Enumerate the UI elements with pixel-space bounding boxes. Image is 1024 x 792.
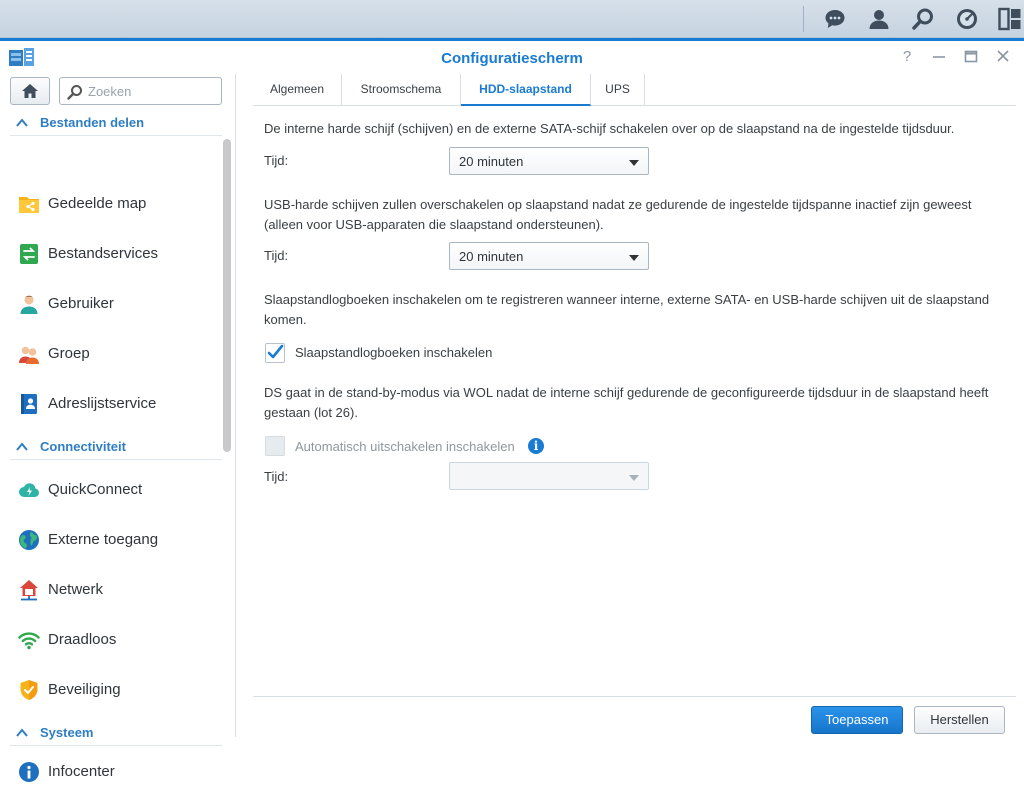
- globe-icon: [18, 529, 40, 551]
- sidebar-item-beveiliging[interactable]: [10, 670, 222, 710]
- control-panel-window: [0, 38, 1024, 780]
- chevron-up-icon: [15, 727, 29, 739]
- user-icon[interactable]: [866, 6, 892, 32]
- dsm-taskbar: [0, 0, 1024, 38]
- quickconnect-icon: [18, 479, 40, 501]
- hibernation-log-label[interactable]: Slaapstandlogboeken inschakelen: [295, 345, 493, 360]
- tab-bar: [253, 74, 1016, 106]
- auto-poweroff-checkbox[interactable]: [265, 436, 285, 456]
- dropdown-arrow-icon: [629, 475, 639, 481]
- wol-description: DS gaat in de stand-by-modus via WOL nadat de interne schijf gedurende de geconfigureerde tijdsduur in de slaapstand heeft gestaan (lot 26).: [264, 385, 989, 420]
- auto-poweroff-time-select[interactable]: [449, 462, 649, 490]
- sidebar-item-label: Bestandservices: [48, 245, 159, 262]
- sidebar-item-draadloos[interactable]: [10, 620, 222, 660]
- select-value: 20 minuten: [459, 249, 524, 264]
- sidebar-item-bestandservices[interactable]: [10, 234, 222, 274]
- sidebar-item-label: Adreslijstservice: [48, 395, 157, 412]
- sidebar: [0, 74, 236, 780]
- tab-stroomschema[interactable]: Stroomschema: [342, 74, 461, 106]
- sidebar-item-adreslijstservice[interactable]: [10, 384, 222, 424]
- sidebar-item-groep[interactable]: [10, 334, 222, 374]
- user-icon: [18, 293, 40, 315]
- search-input[interactable]: [88, 82, 216, 100]
- sidebar-item-label: Gedeelde map: [48, 195, 147, 212]
- internal-disk-description: De interne harde schijf (schijven) en de externe SATA-schijf schakelen over op de slaapstand na de ingestelde tijdsduur.: [264, 121, 955, 136]
- tab-hdd-slaapstand[interactable]: HDD-slaapstand: [461, 74, 591, 106]
- section-bestanden-delen[interactable]: [10, 112, 222, 136]
- sidebar-item-label: Draadloos: [48, 631, 117, 648]
- shield-icon: [18, 679, 40, 701]
- info-center-icon: [18, 761, 40, 783]
- sidebar-item-label: Externe toegang: [48, 531, 159, 548]
- sidebar-item-label: Beveiliging: [48, 681, 121, 698]
- internal-time-label: Tijd:: [264, 153, 289, 168]
- tab-ups[interactable]: UPS: [591, 74, 645, 106]
- search-icon[interactable]: [910, 6, 936, 32]
- sidebar-item-label: Netwerk: [48, 581, 104, 598]
- sidebar-item-quickconnect[interactable]: [10, 470, 222, 510]
- sidebar-item-infocenter[interactable]: [10, 752, 222, 792]
- hibernation-log-description: Slaapstandlogboeken inschakelen om te registreren wanneer interne, externe SATA- en USB-harde schijven uit de slaapstand komen.: [264, 292, 990, 327]
- taskbar-separator: [803, 6, 804, 32]
- wifi-icon: [18, 629, 40, 651]
- network-icon: [18, 579, 40, 601]
- sidebar-item-label: Groep: [48, 345, 90, 362]
- sidebar-item-netwerk[interactable]: [10, 570, 222, 610]
- minimize-icon[interactable]: [930, 48, 948, 66]
- auto-poweroff-time-label: Tijd:: [264, 469, 289, 484]
- checkmark-icon: [265, 343, 285, 363]
- dropdown-arrow-icon: [629, 255, 639, 261]
- shared-folder-icon: [18, 193, 40, 215]
- sidebar-item-externe-toegang[interactable]: [10, 520, 222, 560]
- dashboard-icon[interactable]: [954, 6, 980, 32]
- file-services-icon: [18, 243, 40, 265]
- chevron-up-icon: [15, 117, 29, 129]
- dropdown-arrow-icon: [629, 160, 639, 166]
- home-icon: [21, 83, 39, 99]
- widgets-icon[interactable]: [997, 6, 1023, 32]
- select-value: 20 minuten: [459, 154, 524, 169]
- group-icon: [18, 343, 40, 365]
- sidebar-item-gedeelde-map[interactable]: [10, 184, 222, 224]
- directory-service-icon: [18, 393, 40, 415]
- window-titlebar[interactable]: [0, 41, 1024, 74]
- sidebar-item-label: QuickConnect: [48, 481, 143, 498]
- help-icon[interactable]: ?: [902, 48, 912, 65]
- section-label: Bestanden delen: [40, 115, 145, 130]
- chat-icon[interactable]: [822, 6, 848, 32]
- home-button[interactable]: [10, 77, 50, 105]
- hibernation-log-checkbox[interactable]: [265, 343, 285, 363]
- usb-disk-description: USB-harde schijven zullen overschakelen op slaapstand nadat ze gedurende de ingestelde tijdspanne inactief zijn geweest (alleen voor USB-apparaten die slaapstand ondersteunen).: [264, 197, 972, 232]
- sidebar-item-label: Gebruiker: [48, 295, 114, 312]
- search-icon: [67, 84, 83, 100]
- section-systeem[interactable]: [10, 722, 222, 746]
- section-connectiviteit[interactable]: [10, 436, 222, 460]
- auto-poweroff-label[interactable]: Automatisch uitschakelen inschakelen: [295, 439, 515, 454]
- window-title: Configuratiescherm: [441, 50, 583, 67]
- close-icon[interactable]: [994, 48, 1012, 66]
- usb-time-select[interactable]: [449, 242, 649, 270]
- tab-algemeen[interactable]: Algemeen: [253, 74, 342, 106]
- maximize-icon[interactable]: [962, 48, 980, 66]
- info-icon[interactable]: i: [528, 438, 544, 454]
- reset-button[interactable]: Herstellen: [914, 706, 1005, 734]
- section-label: Systeem: [40, 725, 94, 740]
- chevron-up-icon: [15, 441, 29, 453]
- internal-time-select[interactable]: [449, 147, 649, 175]
- main-panel: [237, 74, 1024, 737]
- section-label: Connectiviteit: [40, 439, 126, 454]
- usb-time-label: Tijd:: [264, 248, 289, 263]
- sidebar-item-gebruiker[interactable]: [10, 284, 222, 324]
- sidebar-scrollbar[interactable]: [223, 139, 231, 452]
- footer-bar: [253, 696, 1016, 737]
- apply-button[interactable]: Toepassen: [811, 706, 903, 734]
- search-box[interactable]: [59, 77, 222, 105]
- sidebar-item-label: Infocenter: [48, 763, 115, 780]
